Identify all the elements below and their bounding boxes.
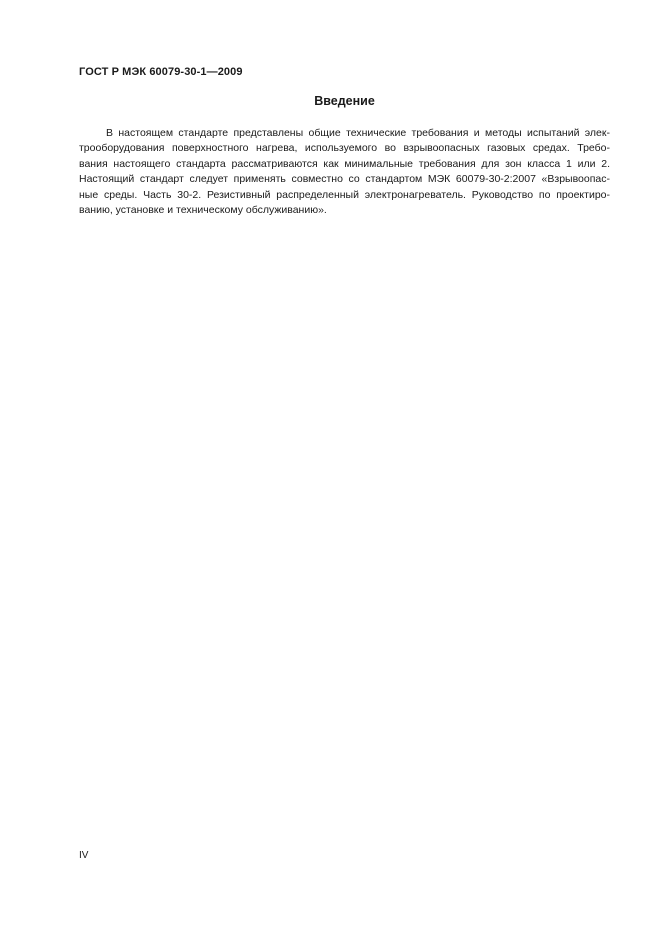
paragraph-line: Настоящий стандарт следует применять совместно со стандартом МЭК 60079-30-2:2007 «Взрывоопас-	[79, 173, 610, 186]
intro-paragraph	[79, 126, 610, 218]
paragraph-line: В настоящем стандарте представлены общие технические требования и методы испытаний элек-	[106, 127, 610, 139]
paragraph-line: трооборудования поверхностного нагрева, используемого во взрывоопасных газовых средах. Требо-	[79, 142, 610, 155]
section-title: Введение	[314, 94, 375, 108]
paragraph-line: ные среды. Часть 30-2. Резистивный распределенный электронагреватель. Руководство по проектиро-	[79, 188, 610, 201]
page-number: IV	[79, 850, 89, 861]
document-code: ГОСТ Р МЭК 60079-30-1—2009	[79, 66, 243, 78]
paragraph-line: вания настоящего стандарта рассматриваются как минимальные требования для зон класса 1 или 2.	[79, 157, 610, 170]
paragraph-line: ванию, установке и техническому обслуживанию».	[79, 204, 327, 217]
